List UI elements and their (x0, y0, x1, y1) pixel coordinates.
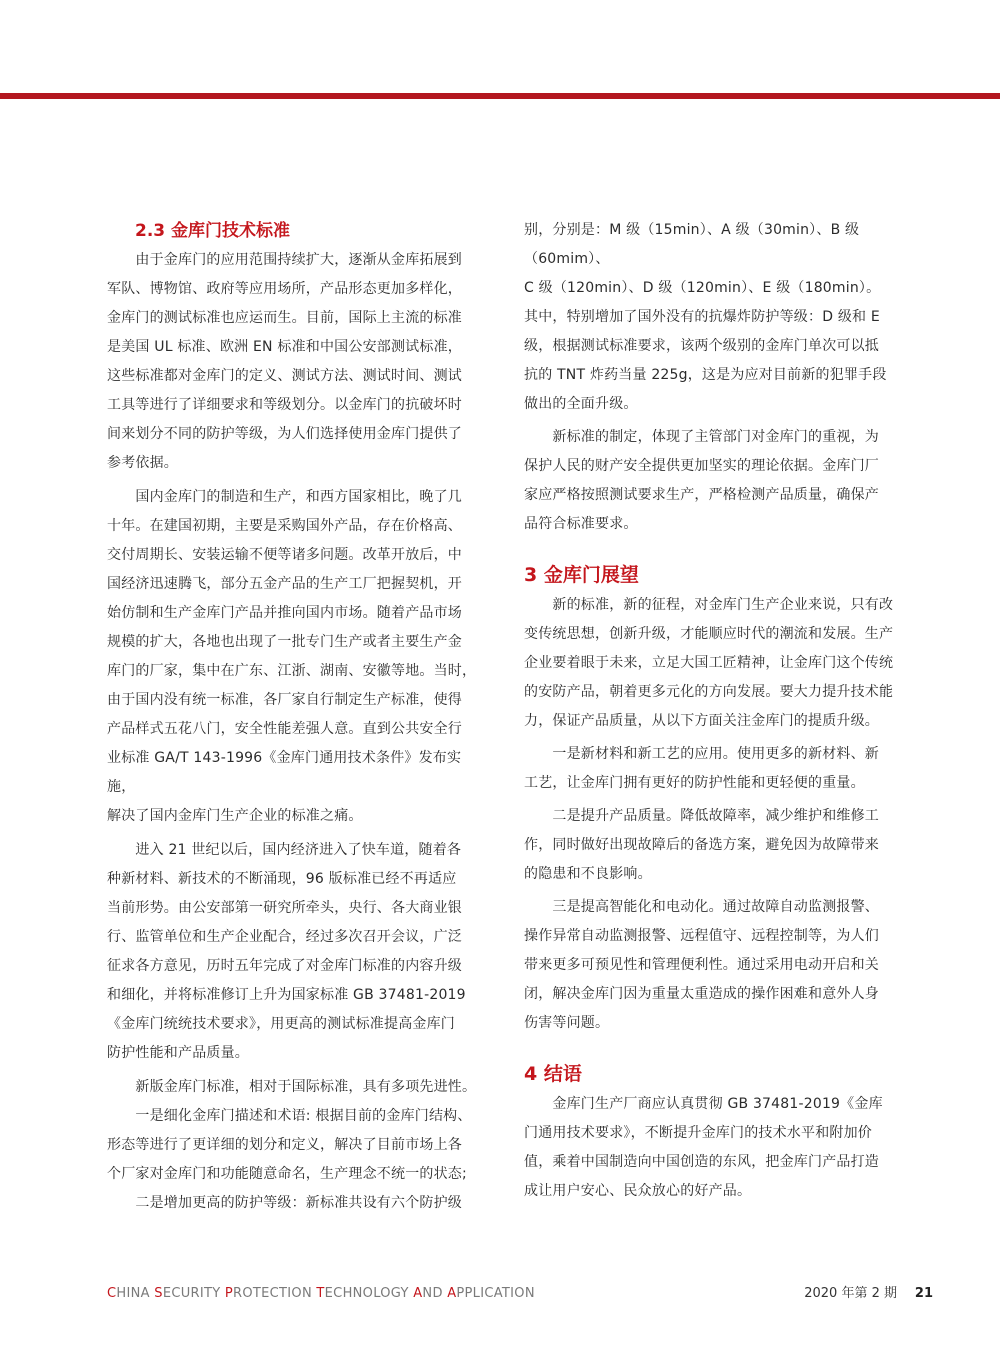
journal-word: PPLICATION (456, 1286, 535, 1301)
right-column (524, 215, 894, 1206)
paragraph: 国内金库门的制造和生产，和西方国家相比，晚了几 十年。在建国初期，主要是采购国外产品，存在价格高、 交付周期长、安装运输不便等诸多问题。改革开放后，中 国经济迅速腾飞，部分五金产品的生产工厂把握契机，开 始仿制和生产金库门产品并推向国内市场。随着产品市场 规模的扩大，各地也出现了一批专门生产或者主要生产金 库门的厂家，集中在广东、江浙、湖南、安徽等地。当时， 由于国内没有统一标准，各厂家自行制定生产标准，使得 产品样式五花八门，安全性能差强人意。直到公共安全行 业标准 GA/T 143-1996《金库门通用技术条件》发布实施， 解决了国内金库门生产企业的标准之痛。 (107, 489, 477, 824)
paragraph: 进入 21 世纪以后，国内经济进入了快车道，随着各 种新材料、新技术的不断涌现，96 版标准已经不再适应 当前形势。由公安部第一研究所牵头，央行、各大商业银 行、监管单位和生产企业配合，经过多次召开会议，广泛 征求各方意见，历时五年完成了对金库门标准的内容升级 和细化，并将标准修订上升为国家标准 GB 37481-2019 《金库门统统技术要求》，用更高的测试标准提高金库门 防护性能和产品质量。 (107, 842, 466, 1061)
journal-word: ND (422, 1286, 448, 1301)
paragraph: 一是细化金库门描述和术语: 根据目前的金库门结构、 形态等进行了更详细的划分和定义，解决了目前市场上各 个厂家对金库门和功能随意命名，生产理念不统一的状态; (107, 1108, 472, 1182)
journal-initial: T (316, 1286, 325, 1301)
paragraph: 二是增加更高的防护等级：新标准共设有六个防护级 (107, 1195, 462, 1211)
journal-word: ROTECTION (233, 1286, 317, 1301)
paragraph: 新的标准，新的征程，对金库门生产企业来说，只有改 变传统思想，创新升级，才能顺应时代的潮流和发展。生产 企业要着眼于未来，立足大国工匠精神，让金库门这个传统 的安防产品，朝着更多元化的方向发展。要大力提升技术能 力，保证产品质量，从以下方面关注金库门的提质升级。 (524, 597, 894, 729)
paragraph: 金库门生产厂商应认真贯彻 GB 37481-2019《金库 门通用技术要求》，不断提升金库门的技术水平和附加价 值，乘着中国制造向中国创造的东风，把金库门产品打造 成让用户安心、民众放心的好产品。 (524, 1096, 883, 1199)
journal-word: ECURITY (162, 1286, 225, 1301)
journal-initial: S (154, 1286, 163, 1301)
journal-name (107, 1282, 535, 1306)
paragraph: 一是新材料和新工艺的应用。使用更多的新材料、新 工艺，让金库门拥有更好的防护性能和更轻便的重量。 (524, 746, 879, 791)
header-rule (0, 93, 1000, 99)
paragraph: 二是提升产品质量。降低故障率，减少维护和维修工 作，同时做好出现故障后的备选方案，避免因为故障带来 的隐患和不良影响。 (524, 808, 879, 882)
page-footer (107, 1282, 933, 1306)
paragraph: 三是提高智能化和电动化。通过故障自动监测报警、 操作异常自动监测报警、远程值守、远程控制等，为人们 带来更多可预见性和管理便利性。通过采用电动开启和关 闭，解决金库门因为重量太重造成的操作困难和意外人身 伤害等问题。 (524, 899, 879, 1031)
page-number: 21 (914, 1286, 933, 1301)
journal-initial: C (107, 1286, 117, 1301)
section-heading-2-3: 2.3 金库门技术标准 (135, 221, 291, 241)
paragraph: 由于金库门的应用范围持续扩大，逐渐从金库拓展到 军队、博物馆、政府等应用场所，产品形态更加多样化， 金库门的测试标准也应运而生。目前，国际上主流的标准 是美国 UL 标准、欧洲 EN 标准和中国公安部测试标准， 这些标准都对金库门的定义、测试方法、测试时间、测试 工具等进行了详细要求和等级划分。以金库门的抗破坏时 间来划分不同的防护等级，为人们选择使用金库门提供了 参考依据。 (107, 252, 462, 471)
paragraph: 别，分别是：M 级（15min）、A 级（30min）、B 级（60mim）、 C 级（120min）、D 级（120min）、E 级（180min）。 其中，特别增加了国外没有的抗爆炸防护等级：D 级和 E 级，根据测试标准要求，该两个级别的金库门单次可以抵 抗的 TNT 炸药当量 225g，这是为应对目前新的犯罪手段 做出的全面升级。 (524, 222, 887, 412)
paragraph: 新版金库门标准，相对于国际标准，具有多项先进性。 (107, 1079, 477, 1095)
section-heading-3: 3 金库门展望 (524, 564, 639, 586)
paragraph: 新标准的制定，体现了主管部门对金库门的重视，为 保护人民的财产安全提供更加坚实的理论依据。金库门厂 家应严格按照测试要求生产，严格检测产品质量，确保产 品符合标准要求。 (524, 429, 879, 532)
section-heading-4: 4 结语 (524, 1063, 582, 1085)
issue-label: 2020 年第 2 期 (804, 1286, 897, 1301)
journal-word: HINA (116, 1286, 155, 1301)
journal-word: ECHNOLOGY (324, 1286, 414, 1301)
journal-initial: A (413, 1286, 423, 1301)
left-column (107, 215, 477, 1218)
journal-initial: P (224, 1286, 234, 1301)
journal-initial: A (447, 1286, 457, 1301)
